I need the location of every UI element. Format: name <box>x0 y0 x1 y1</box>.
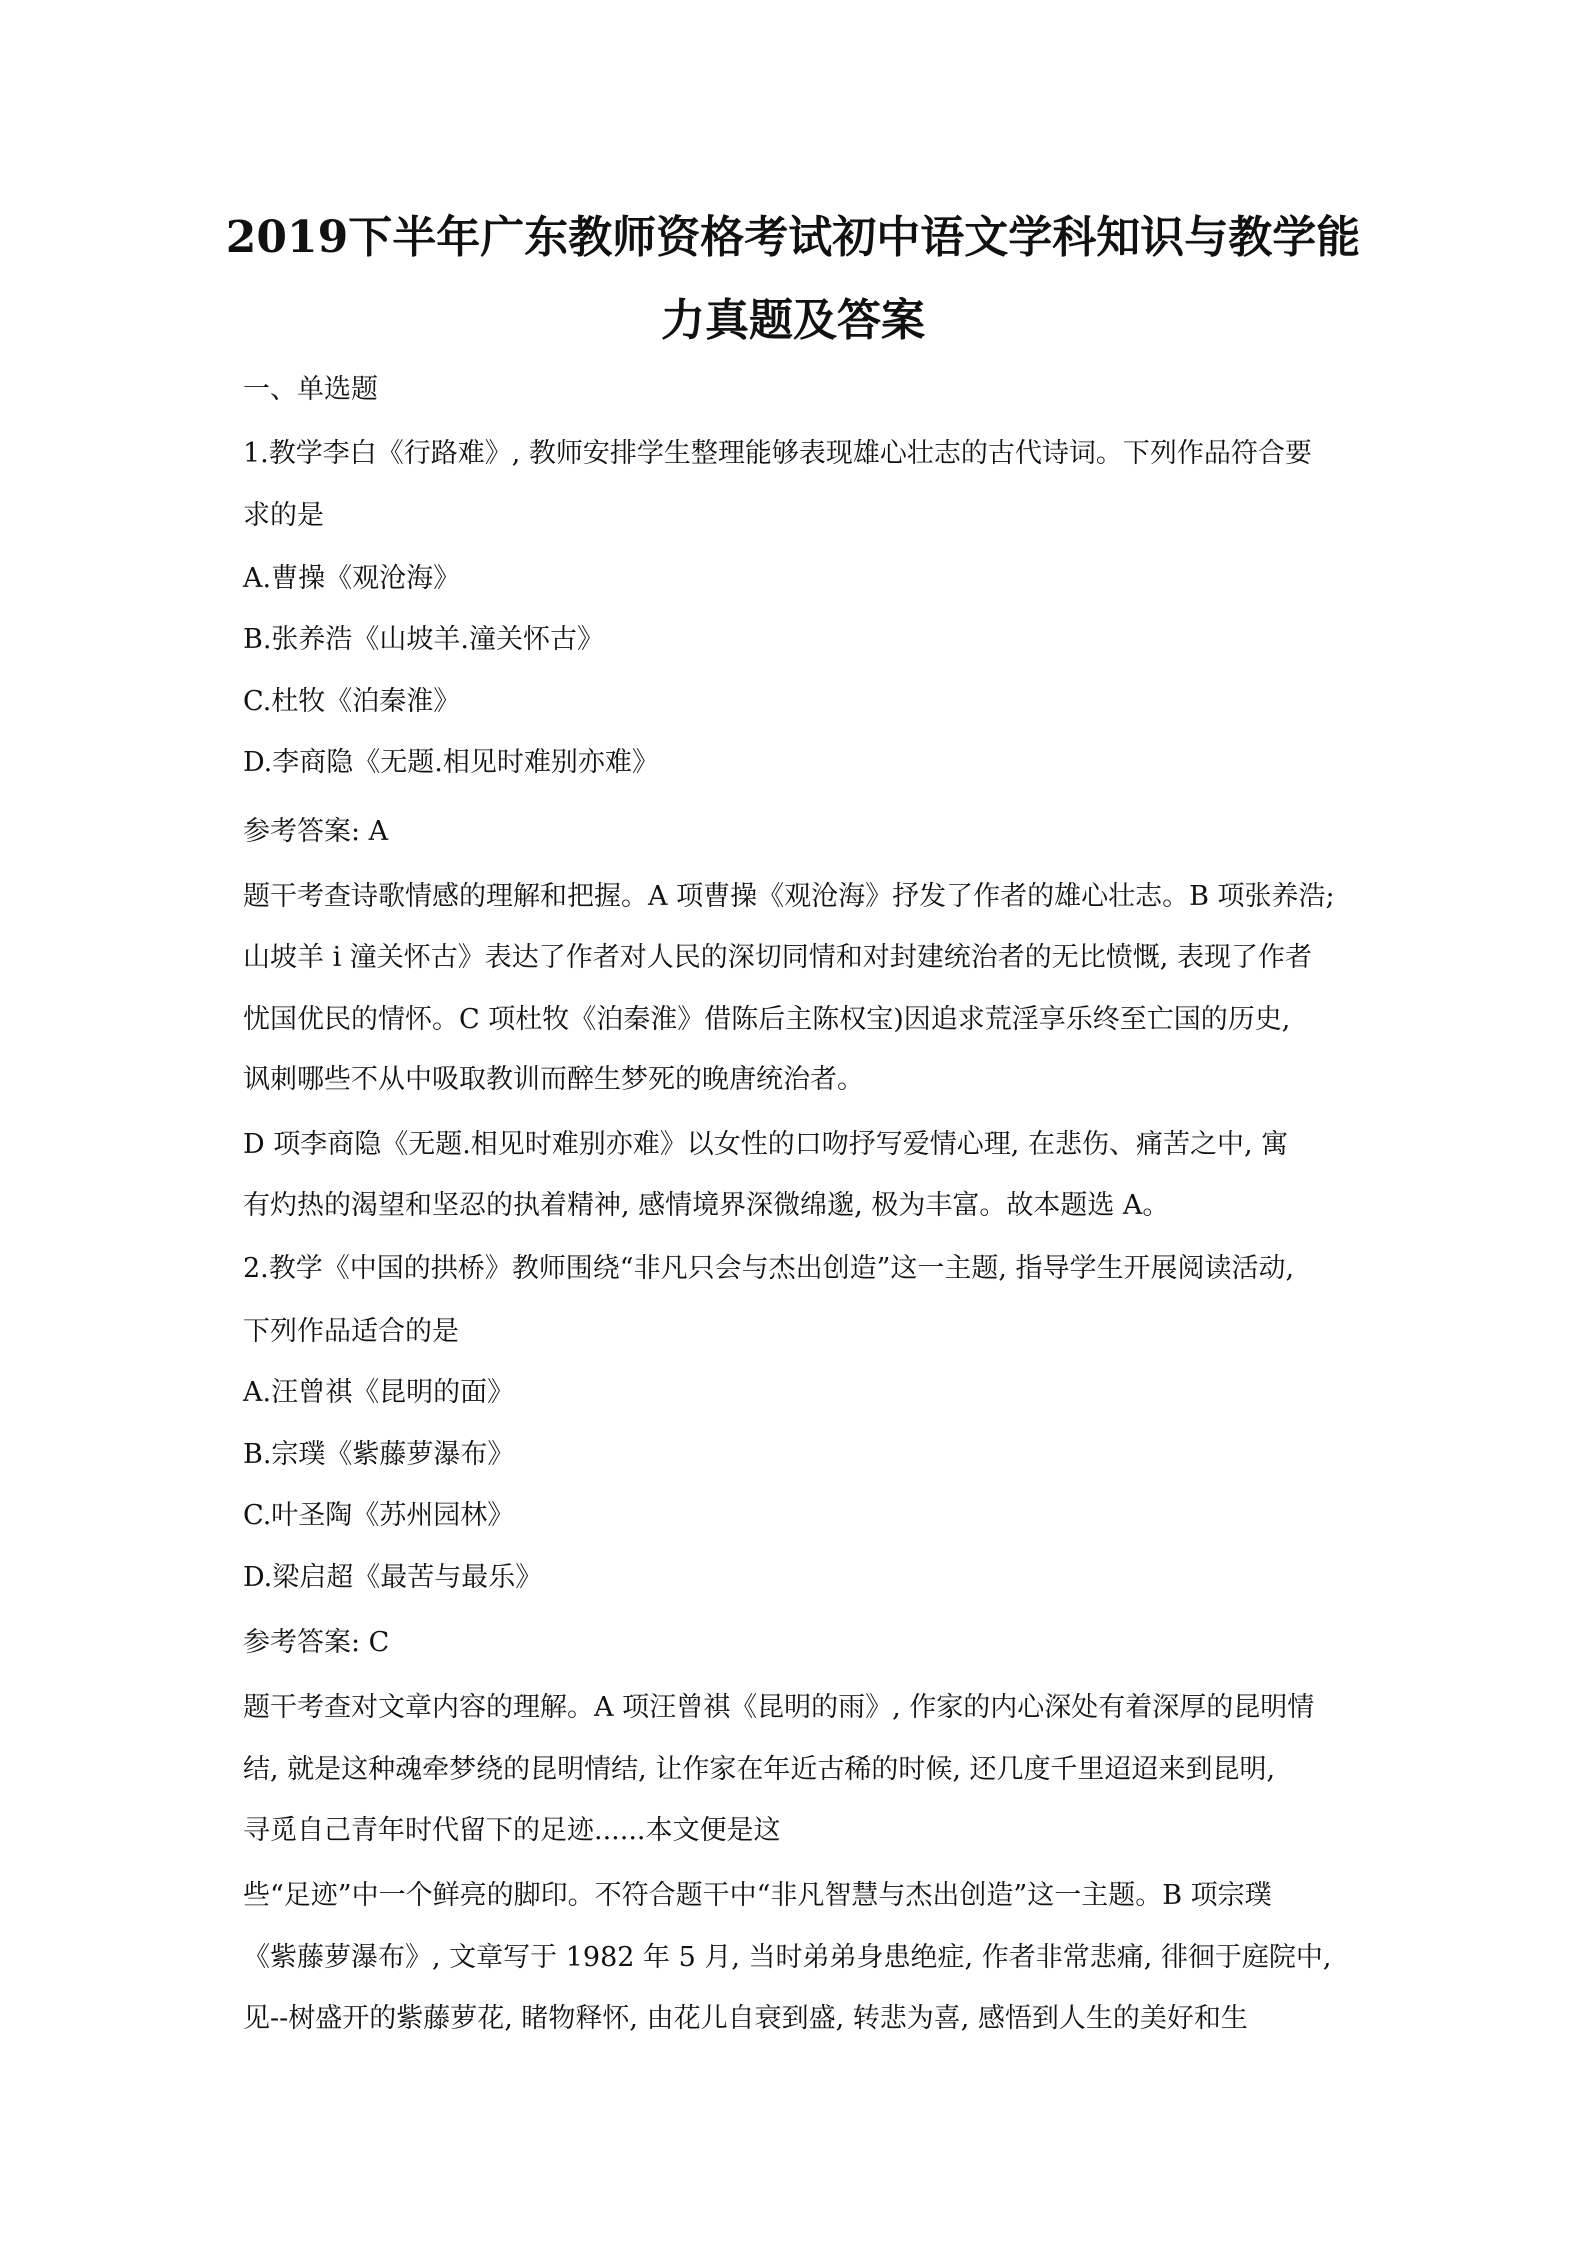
question-2-text-line-1: 2.教学《中国的拱桥》教师围绕“非凡只会与杰出创造”这一主题, 指导学生开展阅读活动, <box>243 1253 1295 1284</box>
document-title-line-1: 2019下半年广东教师资格考试初中语文学科知识与教学能 <box>225 212 1361 263</box>
question-1-answer: 参考答案: A <box>243 816 389 847</box>
question-2-explanation-line: 寻觅自己青年时代留下的足迹......本文便是这 <box>243 1815 781 1846</box>
question-1-explanation-line: 讽刺哪些不从中吸取教训而醉生梦死的晚唐统治者。 <box>243 1064 864 1095</box>
question-2-explanation-line: 些“足迹”中一个鲜亮的脚印。不符合题干中“非凡智慧与杰出创造”这一主题。B 项宗璞 <box>243 1880 1272 1911</box>
question-2-option-c: C.叶圣陶《苏州园林》 <box>243 1500 515 1531</box>
question-2-answer: 参考答案: C <box>243 1627 390 1658</box>
question-1-explanation-line: 有灼热的渴望和坚忍的执着精神, 感情境界深微绵邈, 极为丰富。故本题选 A。 <box>243 1190 1170 1221</box>
question-2-option-b: B.宗璞《紫藤萝瀑布》 <box>243 1439 515 1470</box>
question-2-option-a: A.汪曾祺《昆明的面》 <box>243 1377 515 1408</box>
question-1-explanation-line: 题干考查诗歌情感的理解和把握。A 项曹操《观沧海》抒发了作者的雄心壮志。B 项张养浩; <box>243 881 1335 912</box>
question-1-explanation-line: D 项李商隐《无题.相见时难别亦难》以女性的口吻抒写爱情心理, 在悲伤、痛苦之中, 寓 <box>243 1129 1289 1160</box>
question-2-explanation-line: 结, 就是这种魂牵梦绕的昆明情结, 让作家在年近古稀的时候, 还几度千里迢迢来到昆明, <box>243 1754 1276 1785</box>
document-title-line-2: 力真题及答案 <box>661 295 925 346</box>
question-1-option-b: B.张养浩《山坡羊.潼关怀古》 <box>243 624 605 655</box>
question-1-option-c: C.杜牧《泊秦淮》 <box>243 686 461 717</box>
question-2-explanation-line: 题干考查对文章内容的理解。A 项汪曾祺《昆明的雨》, 作家的内心深处有着深厚的昆明情 <box>243 1692 1315 1723</box>
question-2-explanation-line: 见--树盛开的紫藤萝花, 睹物释怀, 由花儿自衰到盛, 转悲为喜, 感悟到人生的美好和生 <box>243 2003 1248 2034</box>
question-2-option-d: D.梁启超《最苦与最乐》 <box>243 1562 543 1593</box>
question-1-explanation-line: 忧国优民的情怀。C 项杜牧《泊秦淮》借陈后主陈权宝)因追求荒淫享乐终至亡国的历史, <box>243 1004 1291 1035</box>
question-2-text-line-2: 下列作品适合的是 <box>243 1316 459 1347</box>
question-1-text-line-1: 1.教学李白《行路难》, 教师安排学生整理能够表现雄心壮志的古代诗词。下列作品符合要 <box>243 438 1312 469</box>
question-2-explanation-line: 《紫藤萝瀑布》, 文章写于 1982 年 5 月, 当时弟弟身患绝症, 作者非常悲痛, 徘徊于庭院中, <box>243 1942 1332 1973</box>
section-heading: 一、单选题 <box>243 374 378 405</box>
question-1-explanation-line: 山坡羊 i 潼关怀古》表达了作者对人民的深切同情和对封建统治者的无比愤慨, 表现了作者 <box>243 942 1312 973</box>
question-1-text-line-2: 求的是 <box>243 500 324 531</box>
question-1-option-d: D.李商隐《无题.相见时难别亦难》 <box>243 747 659 778</box>
question-1-option-a: A.曹操《观沧海》 <box>243 563 461 594</box>
